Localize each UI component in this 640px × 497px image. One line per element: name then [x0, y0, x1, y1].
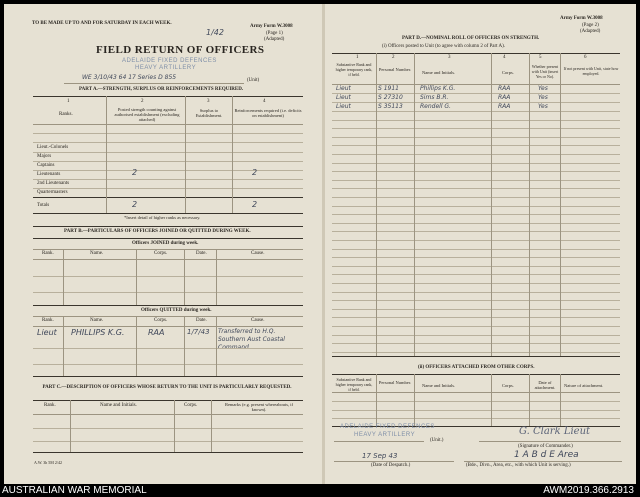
col-rank: Rank. — [42, 318, 54, 323]
rank-captains: Captains — [37, 163, 55, 168]
quit-date: 1/7/43 — [187, 328, 210, 336]
header-name-attached: Name and Initials. — [422, 383, 456, 388]
despatch-date: 17 Sep 43 — [362, 452, 398, 460]
quit-cause: Transferred to H.Q. Southern Aust Coastal — [218, 328, 285, 343]
rank-2nd-lieutenants: 2nd Lieutenants — [37, 181, 70, 186]
quit-name: PHILLIPS K.G. — [71, 328, 125, 337]
roll-row-2-present: Yes — [538, 94, 548, 101]
col-num: 1 — [67, 99, 70, 104]
col-num: 4 — [263, 99, 266, 104]
rank-majors: Majors — [37, 154, 52, 159]
col-corps: Corps. — [184, 403, 198, 408]
roll-row-2-number: S 27310 — [378, 94, 403, 101]
page-fold — [322, 4, 325, 484]
adapted-label-right: (Adapted) — [580, 29, 601, 34]
header-posted: Posted strength counting against authorised establishment (excluding attached) — [114, 107, 180, 122]
rank-lieutenants: Lieutenants — [37, 172, 61, 177]
header-name: Name and Initials. — [422, 70, 456, 75]
form-sheet — [4, 4, 636, 484]
col-num: 3 — [207, 99, 210, 104]
lieutenants-posted: 2 — [132, 168, 138, 177]
header-date-attachment: Date of attachment. — [534, 380, 556, 390]
handwritten-fraction: 1/42 — [206, 28, 224, 37]
col-num: 6 — [584, 55, 587, 60]
bde-label: (Bde., Divn., Area, etc., with which Unit is serving.) — [466, 463, 571, 468]
header-reinforcements: Reinforcements required (i.e. deficits on establishment) — [234, 108, 302, 118]
unit-label: (Unit) — [247, 78, 260, 83]
form-title: FIELD RETURN OF OFFICERS — [96, 44, 265, 56]
unit-label-right: (Unit.) — [430, 438, 444, 443]
header-rank-attached: Substantive Rank and higher temporary rank, if held. — [335, 377, 373, 392]
col-num: 4 — [503, 55, 506, 60]
page-number: (Page 1) — [266, 31, 283, 36]
col-date: Date. — [196, 318, 207, 323]
part-b-title: PART B.—PARTICULARS OF OFFICERS JOINED OR QUITTED DURING WEEK. — [64, 229, 251, 234]
header-nature-attachment: Nature of attachment. — [564, 383, 604, 388]
roll-row-2-name: Sims B.R. — [420, 94, 449, 101]
totals-label: Totals — [37, 203, 50, 208]
rank-quartermasters: Quartermasters — [37, 190, 68, 195]
unit-stamp-line-2: HEAVY ARTILLERY — [135, 65, 197, 71]
header-corps-attached: Corps. — [502, 383, 514, 388]
quit-corps: RAA — [148, 328, 165, 337]
totals-posted: 2 — [132, 200, 138, 209]
roll-row-3-number: S 35113 — [378, 103, 403, 110]
page-number-right: (Page 2) — [582, 23, 599, 28]
col-name: Name. — [90, 251, 104, 256]
header-corps: Corps. — [502, 70, 514, 75]
header-employed: If not present with Unit, state how employed. — [563, 66, 619, 76]
col-num: 1 — [356, 55, 359, 60]
col-rank: Rank. — [44, 403, 56, 408]
col-date: Date. — [196, 251, 207, 256]
commander-signature: G. Clark Lieut — [519, 426, 591, 437]
col-num: 2 — [392, 55, 395, 60]
roll-row-1-name: Phillips K.G. — [420, 85, 456, 92]
col-name-initials: Name and Initials. — [100, 403, 137, 408]
quit-rank: Lieut — [37, 328, 57, 337]
col-name: Name. — [90, 318, 104, 323]
archive-footer — [0, 484, 640, 497]
form-number: Army Form W.3008 — [250, 24, 293, 29]
header-present: Whether present with Unit (insert Yes or No). — [531, 64, 559, 79]
roll-row-3-present: Yes — [538, 103, 548, 110]
part-c-title: PART C.—DESCRIPTION OF OFFICERS WHOSE RETURN TO THE UNIT IS PARTICULARLY REQUESTED. — [42, 385, 292, 390]
lieutenants-reinforcements: 2 — [252, 168, 258, 177]
header-surplus: Surplus to Establishment. — [195, 108, 223, 118]
col-cause: Cause. — [251, 251, 265, 256]
part-d-subtitle-2: (ii) OFFICERS ATTACHED FROM OTHER CORPS. — [418, 365, 535, 370]
unit-handwritten: WE 3/10/43 64 17 Series D 855 — [82, 74, 177, 81]
col-num: 5 — [539, 55, 542, 60]
roll-row-1-rank: Lieut — [336, 85, 351, 92]
unit-stamp-right-2: HEAVY ARTILLERY — [354, 432, 416, 438]
col-cause: Cause. — [251, 318, 265, 323]
header-personal-number: Personal Number. — [378, 67, 412, 72]
signature-label: (Signature of Commander.) — [518, 444, 573, 449]
roll-row-3-corps: RAA — [498, 103, 511, 110]
form-number-right: Army Form W.3008 — [560, 16, 603, 21]
part-d-title: PART D.—NOMINAL ROLL OF OFFICERS ON STRENGTH. — [402, 36, 540, 41]
part-a-title: PART A.—STRENGTH, SURPLUS OR REINFORCEMENTS REQUIRED. — [79, 87, 244, 92]
quitted-title: Officers QUITTED during week. — [141, 308, 212, 313]
col-corps: Corps. — [154, 318, 168, 323]
col-num: 2 — [141, 99, 144, 104]
col-num: 3 — [448, 55, 451, 60]
adapted-label: (Adapted) — [264, 37, 285, 42]
roll-row-3-name: Rendell G. — [420, 103, 451, 110]
roll-row-1-number: S 1911 — [378, 85, 399, 92]
col-remarks: Remarks (e.g. present whereabouts, if known). — [224, 402, 294, 412]
archive-name: AUSTRALIAN WAR MEMORIAL — [2, 485, 147, 496]
col-rank: Rank. — [42, 251, 54, 256]
roll-row-2-corps: RAA — [498, 94, 511, 101]
top-note: TO BE MADE UP TO AND FOR SATURDAY IN EACH WEEK. — [32, 21, 172, 26]
bde-handwritten: 1 A B d E Area — [514, 450, 579, 460]
archive-reference: AWM2019.366.2913 — [543, 485, 634, 496]
printer-code: A.W. 3h 5M 2/42 — [34, 460, 62, 465]
joined-title: Officers JOINED during week. — [132, 241, 199, 246]
roll-row-2-rank: Lieut — [336, 94, 351, 101]
roll-row-1-present: Yes — [538, 85, 548, 92]
unit-stamp-line-1: ADELAIDE FIXED DEFENCES — [122, 58, 217, 64]
totals-reinforcements: 2 — [252, 200, 258, 209]
unit-stamp-right-1: ADELAIDE FIXED DEFENCES — [340, 424, 435, 430]
roll-row-3-rank: Lieut — [336, 103, 351, 110]
header-rank: Substantive Rank and higher temporary rank, if held. — [335, 62, 373, 77]
header-number-attached: Personal Number. — [378, 380, 412, 385]
part-d-subtitle-1: (i) Officers posted to Unit (to agree with column 2 of Part A). — [382, 44, 506, 49]
header-ranks: Ranks. — [59, 112, 73, 117]
part-a-note: *Insert detail of higher ranks as necessary. — [124, 215, 201, 220]
despatch-label: (Date of Despatch.) — [371, 463, 411, 468]
rank-lieut-colonels: Lieut.-Colonels — [37, 145, 69, 150]
roll-row-1-corps: RAA — [498, 85, 511, 92]
col-corps: Corps. — [154, 251, 168, 256]
